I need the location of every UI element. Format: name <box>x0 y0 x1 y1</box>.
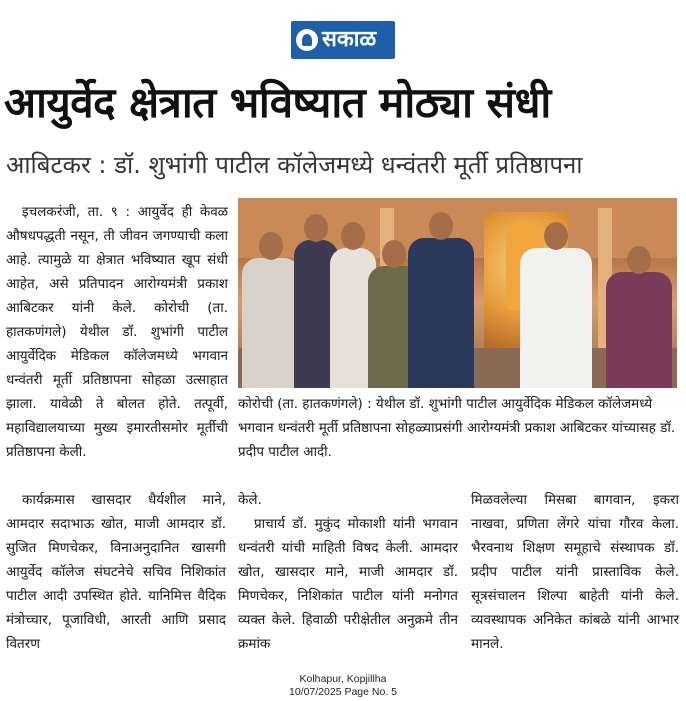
paragraph: प्राचार्य डॉ. मुकुंद मोकाशी यांनी भगवान धन्वंतरी यांची माहिती विषद केली. आमदार खोत, खासदार माने, माजी आमदार डॉ. मिणचेकर, निशिकांत पाटील यांनी मनोगत व्यक्त केले. हिवाळी परीक्षेतील अनुक्रमे तीन क्रमांक <box>238 516 458 652</box>
paragraph: कार्यक्रमास खासदार धैर्यशील माने, आमदार सदाभाऊ खोत, माजी आमदार डॉ. सुजित मिणचेकर, विनाअनुदानित खासगी आयुर्वेद कॉलेज संघटनेचे सचिव निशिकांत पाटील आदी उपस्थित होते. यानिमित्त वैदिक मंत्रोच्चार, पूजाविधी, आरती आणि प्रसाद वितरण <box>6 492 226 652</box>
news-photo <box>238 198 677 388</box>
subheadline: आबिटकर : डॉ. शुभांगी पाटील कॉलेजमध्ये धन्वंतरी मूर्ती प्रतिष्ठापना <box>6 151 583 179</box>
article-column-3 <box>471 488 679 656</box>
date-page-label: 10/07/2025 Page No. 5 <box>288 686 397 698</box>
lead-paragraph: इचलकरंजी, ता. ९ : आयुर्वेद ही केवळ औषधपद्धती नसून, ती जीवन जगण्याची कला आहे. त्यामुळे या क्षेत्रात भविष्यात खूप संधी आहेत, असे प्रतिपादन आरोग्यमंत्री प्रकाश आबिटकर यांनी केले. कोरोची (ता. हातकणंगले) येथील डॉ. शुभांगी पाटील आयुर्वेदिक मेडिकल कॉलेजमध्ये भगवान धन्वंतरी मूर्ती प्रतिष्ठापना सोहळा उत्साहात झाला. यावेळी ते बोलत होते. तत्पूर्वी, महाविद्यालयाच्या मुख्य इमारतीसमोर मूर्तीची प्रतिष्ठापना केली. <box>6 204 228 460</box>
article-lead <box>6 200 228 464</box>
person <box>242 258 300 388</box>
paragraph: मिळवलेल्या मिसबा बागवान, इकरा नाखवा, प्रणिता लेंगरे यांचा गौरव केला. भैरवनाथ शिक्षण समूहाचे संस्थापक डॉ. प्रदीप पाटील यांनी प्रास्ताविक केले. सूत्रसंचालन शिल्पा बाहेती यांनी केले. व्यवस्थापक अनिकेत कांबळे यांनी आभार मानले. <box>471 492 679 652</box>
article-column-2 <box>238 488 458 656</box>
person <box>606 272 672 388</box>
person <box>408 238 474 388</box>
article-column-1 <box>6 488 226 656</box>
paragraph: केले. <box>238 492 262 508</box>
edition-label: Kolhapur, Kopjillha <box>299 673 387 685</box>
sakal-logo <box>291 21 395 59</box>
sakal-emblem-icon <box>296 29 318 51</box>
headline: आयुर्वेद क्षेत्रात भविष्यात मोठ्या संधी <box>4 78 551 127</box>
person <box>520 248 592 388</box>
logo-text: सकाळ <box>322 27 377 52</box>
page-footer <box>0 673 686 699</box>
photo-caption: कोरोची (ता. हातकणंगले) : येथील डॉ. शुभांगी पाटील आयुर्वेदिक मेडिकल कॉलेजमध्ये भगवान धन्वंतरी मूर्ती प्रतिष्ठापना सोहळ्याप्रसंगी आरोग्यमंत्री प्रकाश आबिटकर यांच्यासह डॉ. प्रदीप पाटील आदी. <box>238 396 676 460</box>
